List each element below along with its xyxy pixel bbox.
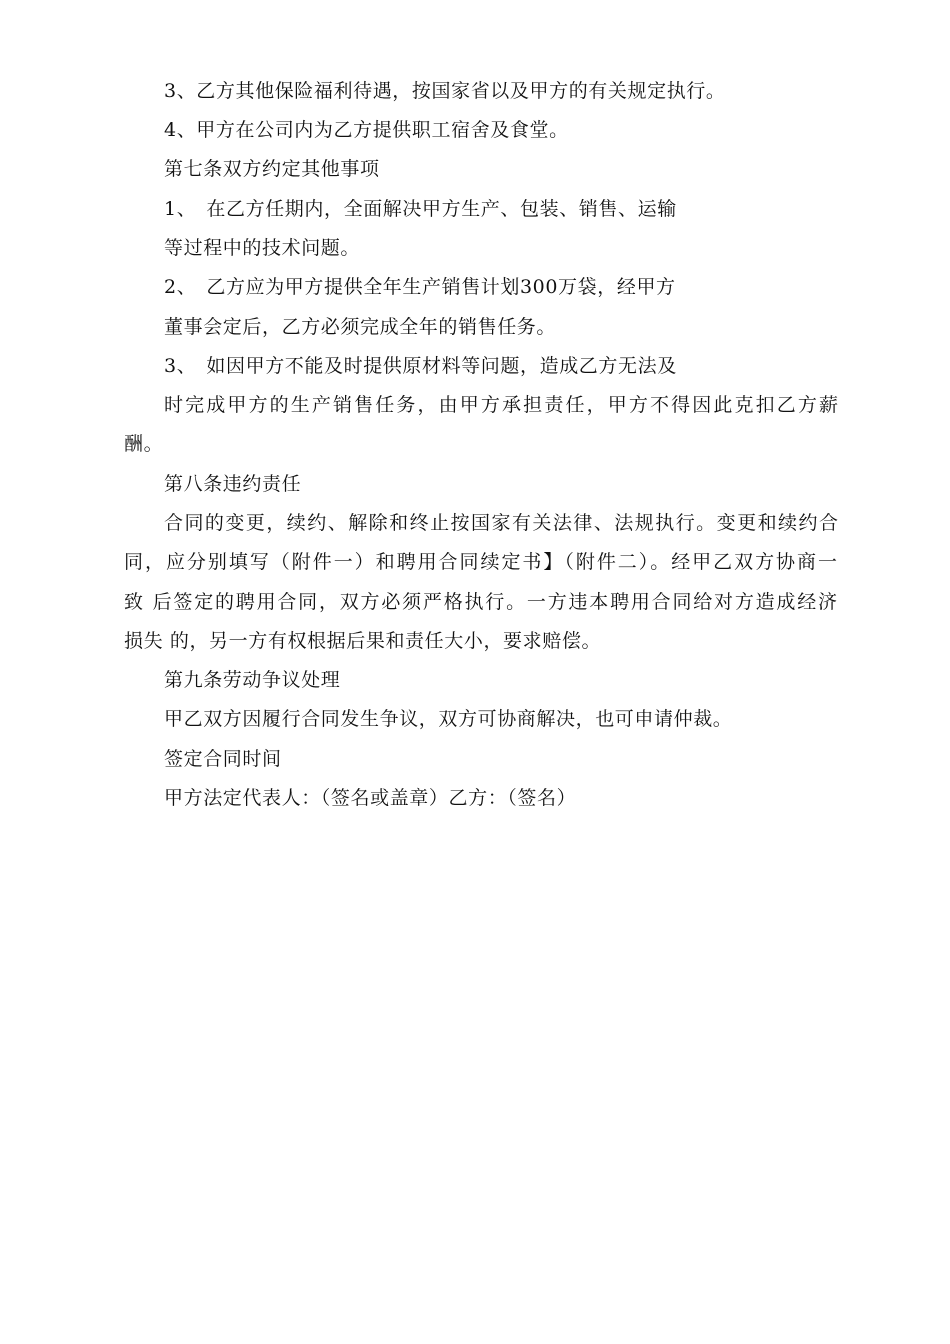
clause-7-item-1-cont: 等过程中的技术问题。 — [164, 237, 361, 259]
clause-9-text: 甲乙双方因履行合同发生争议，双方可协商解决，也可申请仲裁。 — [164, 708, 733, 730]
signing-date-label: 签定合同时间 — [164, 748, 282, 770]
clause-9-heading: 第九条劳动争议处理 — [164, 669, 341, 691]
clause-6-item-3: 3、乙方其他保险福利待遇，按国家省以及甲方的有关规定执行。 — [164, 80, 726, 102]
clause-6-item-4: 4、甲方在公司内为乙方提供职工宿舍及食堂。 — [164, 119, 569, 141]
clause-8-text-line-1: 合同的变更，续约、解除和终止按国家有关法律、法规执行。变更和续约合 — [164, 512, 838, 534]
clause-7-item-3-cont: 时完成甲方的生产销售任务，由甲方承担责任，甲方不得因此克扣乙方薪 — [164, 394, 838, 416]
clause-8-text-line-2: 同，应分别填写（附件一）和聘用合同续定书】（附件二）。经甲乙双方协商一 — [124, 551, 837, 573]
clause-7-item-3: 3、 如因甲方不能及时提供原材料等问题，造成乙方无法及 — [164, 355, 677, 377]
clause-7-heading: 第七条双方约定其他事项 — [164, 158, 380, 180]
clause-8-text-line-4: 损失 的，另一方有权根据后果和责任大小，要求赔偿。 — [124, 630, 602, 652]
clause-8-text-line-3: 致 后签定的聘用合同，双方必须严格执行。一方违本聘用合同给对方造成经济 — [124, 591, 837, 613]
clause-7-item-1: 1、 在乙方任期内，全面解决甲方生产、包装、销售、运输 — [164, 198, 677, 220]
clause-7-item-2: 2、 乙方应为甲方提供全年生产销售计划300万袋，经甲方 — [164, 276, 676, 298]
signature-line: 甲方法定代表人：（签名或盖章）乙方：（签名） — [164, 787, 577, 809]
clause-7-item-2-cont: 董事会定后，乙方必须完成全年的销售任务。 — [164, 316, 557, 338]
clause-7-item-3-end: 酬。 — [124, 433, 164, 455]
clause-8-heading: 第八条违约责任 — [164, 473, 302, 495]
